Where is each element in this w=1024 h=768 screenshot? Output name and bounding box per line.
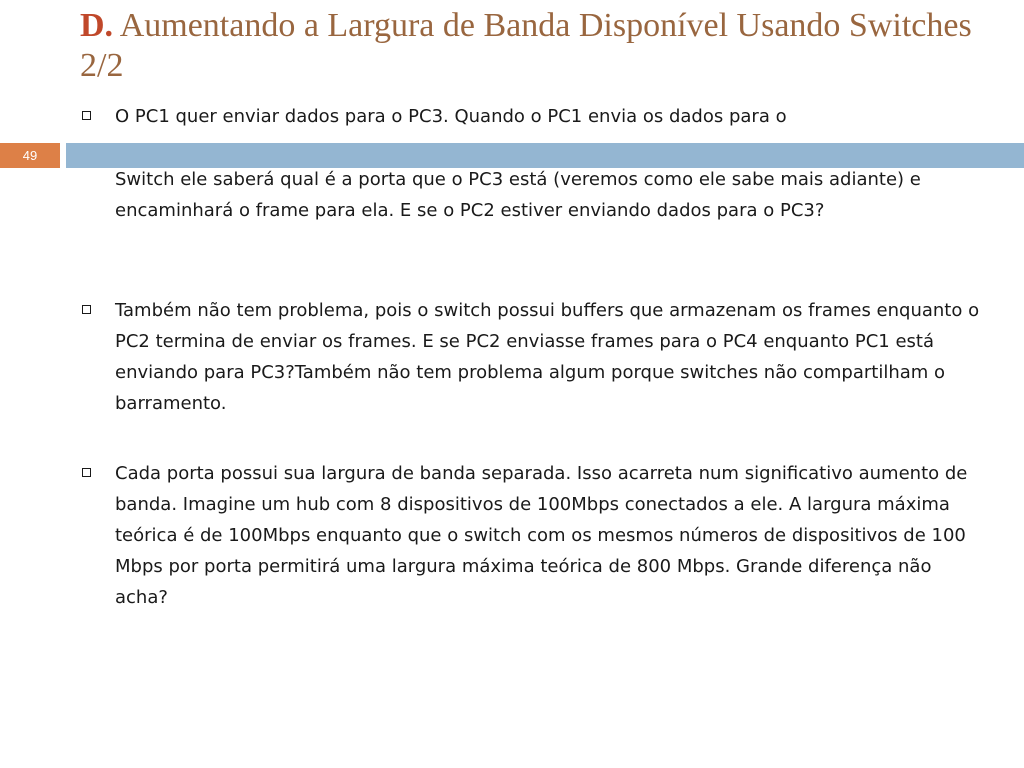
bullet-item-1-continued [82, 164, 982, 226]
square-bullet-icon [82, 305, 91, 314]
page-number-badge: 49 [0, 143, 60, 168]
square-bullet-icon [82, 111, 91, 120]
bullet-item-3 [82, 458, 982, 613]
square-bullet-icon [82, 468, 91, 477]
bullet-item-2 [82, 295, 982, 419]
bullet-2-text: Também não tem problema, pois o switch possui buffers que armazenam os frames enquanto o PC2 termina de enviar os frames. E se PC2 enviasse frames para o PC4 enquanto PC1 está enviando para PC3?Também não tem problema algum porque switches não compartilham o barramento. [115, 300, 980, 414]
bullet-1-text-line-b: Switch ele saberá qual é a porta que o PC3 está (veremos como ele sabe mais adiante) e encaminhará o frame para ela. E se o PC2 estiver enviando dados para o PC3? [115, 169, 921, 221]
title-prefix: D. [80, 7, 114, 44]
bullet-3-text: Cada porta possui sua largura de banda separada. Isso acarreta num significativo aumento de banda. Imagine um hub com 8 dispositivos de 100Mbps conectados a ele. A largura máxima teórica é de 100Mbps enquanto que o switch com os mesmos números de dispositivos de 100 Mbps por porta permitirá uma largura máxima teórica de 800 Mbps. Grande diferença não acha? [115, 463, 968, 608]
slide-title [80, 6, 1000, 86]
title-text: Aumentando a Largura de Banda Disponível Usando Switches 2/2 [80, 7, 972, 84]
bullet-1-text-line-a: O PC1 quer enviar dados para o PC3. Quando o PC1 envia os dados para o [115, 106, 787, 127]
bullet-item-1 [82, 101, 982, 132]
